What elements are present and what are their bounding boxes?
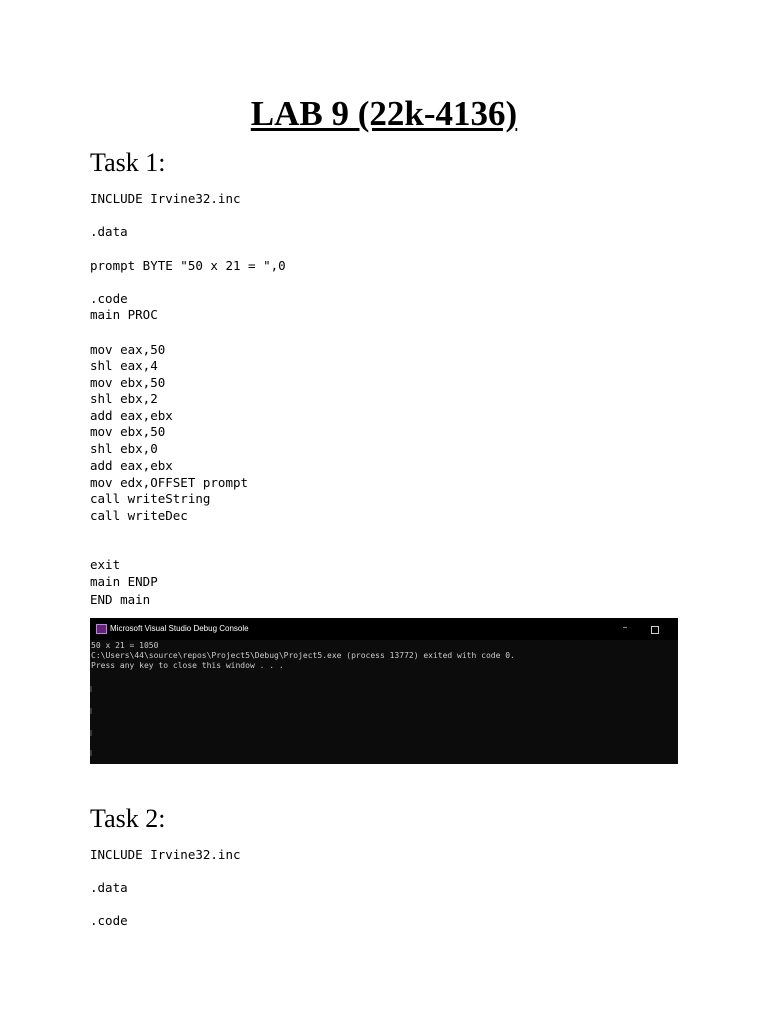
code-line: .code [90, 913, 128, 928]
console-output-line: C:\Users\44\source\repos\Project5\Debug\Project5.exe (process 13772) exited with code 0. [91, 651, 515, 660]
code-line: INCLUDE Irvine32.inc [90, 191, 241, 206]
console-title: Microsoft Visual Studio Debug Console [110, 624, 249, 633]
console-output [91, 641, 677, 671]
console-gutter-mark [90, 750, 92, 756]
code-line: .data [90, 880, 128, 895]
code-line: .data [90, 224, 128, 239]
debug-console-screenshot [90, 618, 678, 764]
task1-heading: Task 1: [90, 148, 166, 177]
console-output-line: 50 x 21 = 1050 [91, 641, 159, 650]
code-line: add eax,ebx [90, 408, 173, 423]
task2-heading: Task 2: [90, 804, 166, 833]
console-output-line: Press any key to close this window . . . [91, 661, 284, 670]
code-line: END main [90, 592, 151, 607]
console-titlebar [90, 618, 678, 640]
minimize-icon: – [622, 622, 628, 633]
code-line: shl ebx,2 [90, 391, 158, 406]
code-line: mov eax,50 [90, 342, 166, 357]
page-title: LAB 9 (22k-4136) [250, 94, 518, 133]
code-line: prompt BYTE "50 x 21 = ",0 [90, 258, 286, 273]
code-line: add eax,ebx [90, 458, 173, 473]
console-gutter-mark [90, 686, 92, 692]
code-line: .code [90, 291, 128, 306]
code-line: shl eax,4 [90, 358, 158, 373]
console-gutter-mark [90, 708, 92, 714]
code-line: mov edx,OFFSET prompt [90, 475, 249, 490]
code-line: mov ebx,50 [90, 375, 166, 390]
console-gutter-mark [90, 730, 92, 736]
code-line: exit [90, 557, 121, 572]
visual-studio-console-icon [96, 624, 107, 634]
code-line: main PROC [90, 307, 158, 322]
code-line: shl ebx,0 [90, 441, 158, 456]
code-line: call writeString [90, 491, 211, 506]
code-line: main ENDP [90, 574, 158, 589]
maximize-icon [651, 626, 659, 634]
code-line: INCLUDE Irvine32.inc [90, 847, 241, 862]
code-line: call writeDec [90, 508, 188, 523]
code-line: mov ebx,50 [90, 424, 166, 439]
